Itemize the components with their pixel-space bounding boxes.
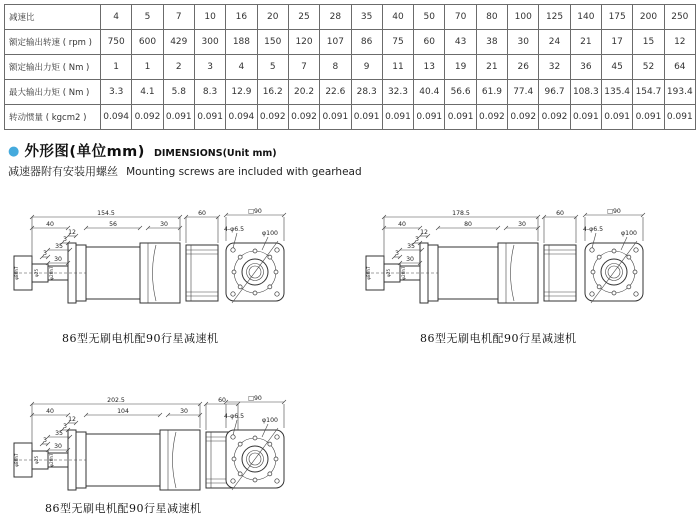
svg-text:□90: □90: [607, 208, 621, 215]
section-title-en: DIMENSIONS(Unit mm): [154, 148, 277, 159]
table-cell: 36: [570, 55, 601, 80]
table-cell: 5.8: [163, 80, 194, 105]
table-cell: 20: [257, 5, 288, 30]
table-cell: 100: [508, 5, 539, 30]
svg-text:4-φ6.5: 4-φ6.5: [223, 413, 245, 420]
table-cell: 50: [414, 5, 445, 30]
svg-text:φ20h7: φ20h7: [401, 266, 406, 280]
table-cell: 32: [539, 55, 570, 80]
section-subtitle: [8, 160, 362, 179]
svg-text:30: 30: [180, 408, 188, 415]
table-cell: 40.4: [414, 80, 445, 105]
front-view-1: [204, 195, 308, 325]
svg-text:φ20h7: φ20h7: [49, 453, 54, 467]
table-cell: 750: [101, 30, 132, 55]
svg-text:φ100: φ100: [621, 230, 637, 237]
table-cell: 1: [132, 55, 163, 80]
table-cell: 43: [445, 30, 476, 55]
row-label: 最大输出力矩 ( Nm ): [5, 80, 101, 105]
svg-text:60: 60: [556, 210, 564, 217]
svg-text:φ80h7: φ80h7: [14, 266, 19, 280]
table-cell: 2: [163, 55, 194, 80]
svg-text:30: 30: [160, 221, 168, 228]
table-cell: 0.091: [633, 105, 664, 130]
row-label: 减速比: [5, 5, 101, 30]
table-cell: 19: [445, 55, 476, 80]
side-view-2: [364, 195, 578, 325]
table-row: [5, 105, 696, 130]
spec-table: [4, 4, 696, 130]
table-cell: 154.7: [633, 80, 664, 105]
svg-text:60: 60: [198, 210, 206, 217]
table-cell: 0.091: [194, 105, 225, 130]
side-view-1: [12, 195, 220, 325]
table-cell: 0.094: [101, 105, 132, 130]
table-cell: 13: [414, 55, 445, 80]
table-row: [5, 55, 696, 80]
table-cell: 0.091: [445, 105, 476, 130]
svg-text:3: 3: [43, 250, 47, 257]
table-cell: 25: [288, 5, 319, 30]
svg-text:35: 35: [407, 243, 415, 250]
front-view-drawing: [204, 195, 308, 325]
table-cell: 32.3: [382, 80, 413, 105]
side-view-drawing: [364, 195, 578, 325]
table-cell: 0.091: [320, 105, 351, 130]
table-cell: 5: [132, 5, 163, 30]
table-cell: 8.3: [194, 80, 225, 105]
table-cell: 9: [351, 55, 382, 80]
svg-text:φ25: φ25: [34, 455, 39, 465]
svg-text:3: 3: [395, 250, 399, 257]
table-cell: 12: [664, 30, 695, 55]
table-cell: 107: [320, 30, 351, 55]
svg-text:3: 3: [63, 423, 67, 430]
front-view-3: [204, 382, 308, 512]
table-cell: 120: [288, 30, 319, 55]
table-row: [5, 30, 696, 55]
table-cell: 61.9: [476, 80, 507, 105]
table-cell: 11: [382, 55, 413, 80]
table-cell: 28.3: [351, 80, 382, 105]
table-cell: 0.094: [226, 105, 257, 130]
table-cell: 17: [602, 30, 633, 55]
table-cell: 16: [226, 5, 257, 30]
drawing-caption-2: 86型无刷电机配90行星减速机: [420, 332, 577, 345]
table-cell: 175: [602, 5, 633, 30]
table-cell: 12.9: [226, 80, 257, 105]
table-cell: 0.091: [163, 105, 194, 130]
svg-text:30: 30: [518, 221, 526, 228]
table-cell: 38: [476, 30, 507, 55]
table-cell: 0.091: [570, 105, 601, 130]
front-view-drawing: [204, 382, 308, 512]
table-cell: 140: [570, 5, 601, 30]
table-cell: 64: [664, 55, 695, 80]
row-label: 额定输出力矩 ( Nm ): [5, 55, 101, 80]
table-cell: 4: [101, 5, 132, 30]
svg-text:φ80h7: φ80h7: [14, 453, 19, 467]
table-cell: 0.092: [288, 105, 319, 130]
svg-text:12: 12: [68, 229, 76, 236]
table-row: [5, 5, 696, 30]
table-cell: 75: [382, 30, 413, 55]
subtitle-en: Mounting screws are included with gearhead: [126, 166, 362, 178]
svg-text:12: 12: [68, 416, 76, 423]
table-cell: 135.4: [602, 80, 633, 105]
table-cell: 21: [570, 30, 601, 55]
svg-text:202.5: 202.5: [107, 397, 125, 404]
table-cell: 28: [320, 5, 351, 30]
svg-text:30: 30: [54, 443, 62, 450]
table-cell: 250: [664, 5, 695, 30]
table-cell: 16.2: [257, 80, 288, 105]
svg-text:30: 30: [54, 256, 62, 263]
svg-text:80: 80: [464, 221, 472, 228]
table-cell: 4: [226, 55, 257, 80]
bullet-icon: ●: [8, 144, 20, 159]
table-cell: 0.091: [664, 105, 695, 130]
svg-text:3: 3: [415, 236, 419, 243]
table-cell: 150: [257, 30, 288, 55]
table-cell: 21: [476, 55, 507, 80]
table-cell: 10: [194, 5, 225, 30]
svg-text:3: 3: [43, 437, 47, 444]
drawing-caption-3: 86型无刷电机配90行星减速机: [45, 502, 202, 515]
table-cell: 96.7: [539, 80, 570, 105]
front-view-2: [563, 195, 667, 325]
svg-text:4-φ6.5: 4-φ6.5: [582, 226, 604, 233]
table-cell: 7: [163, 5, 194, 30]
svg-text:40: 40: [46, 408, 54, 415]
table-cell: 0.092: [257, 105, 288, 130]
svg-text:60: 60: [218, 397, 226, 404]
table-cell: 600: [132, 30, 163, 55]
table-cell: 0.091: [414, 105, 445, 130]
table-cell: 26: [508, 55, 539, 80]
svg-text:178.5: 178.5: [452, 210, 470, 217]
svg-text:35: 35: [55, 243, 63, 250]
table-cell: 0.091: [351, 105, 382, 130]
table-cell: 0.092: [132, 105, 163, 130]
table-cell: 24: [539, 30, 570, 55]
table-cell: 86: [351, 30, 382, 55]
table-cell: 0.091: [382, 105, 413, 130]
table-cell: 1: [101, 55, 132, 80]
table-cell: 7: [288, 55, 319, 80]
table-cell: 193.4: [664, 80, 695, 105]
table-cell: 56.6: [445, 80, 476, 105]
svg-text:φ100: φ100: [262, 417, 278, 424]
table-cell: 15: [633, 30, 664, 55]
table-cell: 3: [194, 55, 225, 80]
svg-text:φ80h7: φ80h7: [366, 266, 371, 280]
svg-text:□90: □90: [248, 395, 262, 402]
table-cell: 108.3: [570, 80, 601, 105]
table-cell: 40: [382, 5, 413, 30]
svg-text:40: 40: [46, 221, 54, 228]
svg-text:104: 104: [117, 408, 129, 415]
svg-text:φ25: φ25: [386, 268, 391, 278]
svg-text:40: 40: [398, 221, 406, 228]
svg-text:3: 3: [63, 236, 67, 243]
svg-text:□90: □90: [248, 208, 262, 215]
table-cell: 77.4: [508, 80, 539, 105]
table-cell: 30: [508, 30, 539, 55]
svg-text:φ100: φ100: [262, 230, 278, 237]
table-cell: 52: [633, 55, 664, 80]
svg-text:56: 56: [109, 221, 117, 228]
table-cell: 125: [539, 5, 570, 30]
table-cell: 0.092: [508, 105, 539, 130]
table-cell: 0.091: [602, 105, 633, 130]
table-cell: 188: [226, 30, 257, 55]
table-cell: 80: [476, 5, 507, 30]
table-cell: 200: [633, 5, 664, 30]
table-cell: 20.2: [288, 80, 319, 105]
table-row: [5, 80, 696, 105]
section-title-zh: 外形图(单位mm): [24, 144, 145, 160]
table-cell: 22.6: [320, 80, 351, 105]
row-label: 额定输出转速 ( rpm ): [5, 30, 101, 55]
table-cell: 3.3: [101, 80, 132, 105]
front-view-drawing: [563, 195, 667, 325]
row-label: 转动惯量 ( kgcm2 ): [5, 105, 101, 130]
table-cell: 8: [320, 55, 351, 80]
table-cell: 0.092: [539, 105, 570, 130]
section-header: [8, 140, 277, 161]
svg-text:35: 35: [55, 430, 63, 437]
table-cell: 300: [194, 30, 225, 55]
table-cell: 70: [445, 5, 476, 30]
side-view-drawing: [12, 195, 220, 325]
table-cell: 429: [163, 30, 194, 55]
svg-text:φ20h7: φ20h7: [49, 266, 54, 280]
table-cell: 4.1: [132, 80, 163, 105]
svg-text:30: 30: [406, 256, 414, 263]
table-cell: 35: [351, 5, 382, 30]
subtitle-zh: 减速器附有安装用螺丝: [8, 165, 118, 178]
svg-text:4-φ6.5: 4-φ6.5: [223, 226, 245, 233]
table-cell: 0.092: [476, 105, 507, 130]
table-cell: 60: [414, 30, 445, 55]
svg-text:φ25: φ25: [34, 268, 39, 278]
drawing-caption-1: 86型无刷电机配90行星减速机: [62, 332, 219, 345]
table-cell: 45: [602, 55, 633, 80]
svg-text:154.5: 154.5: [97, 210, 115, 217]
svg-text:12: 12: [420, 229, 428, 236]
table-cell: 5: [257, 55, 288, 80]
